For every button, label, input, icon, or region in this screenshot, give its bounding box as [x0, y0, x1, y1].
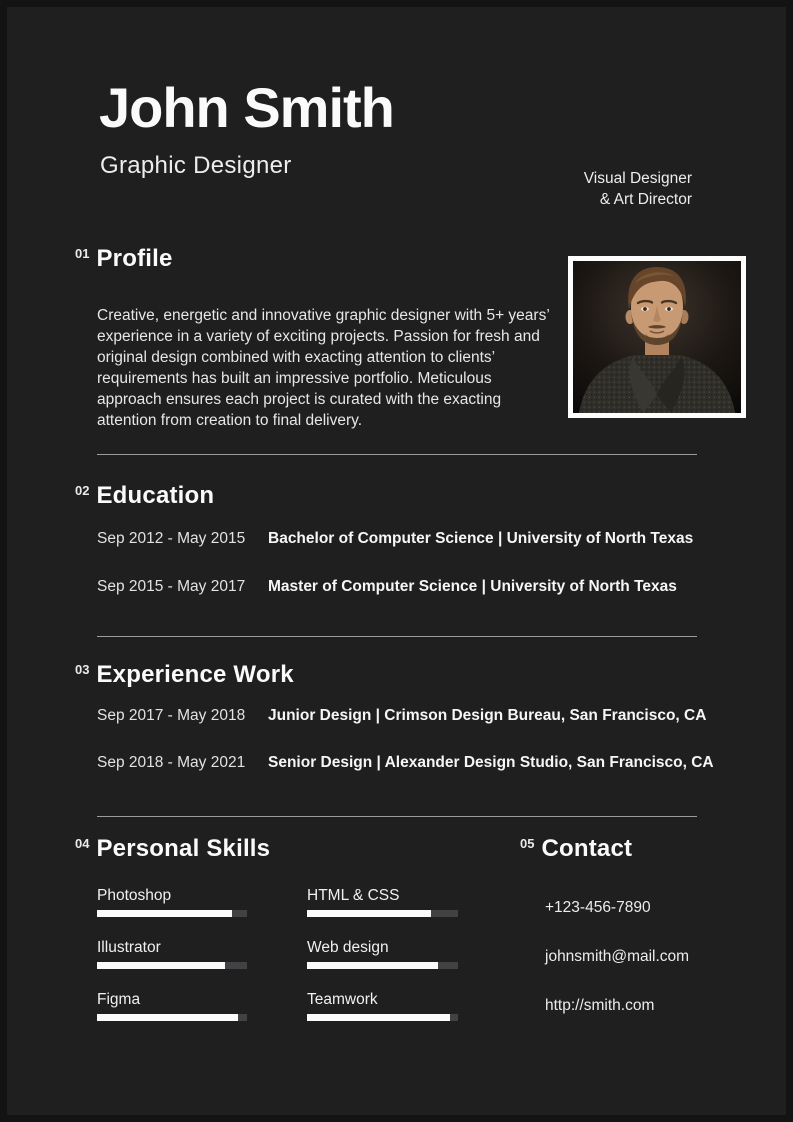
education-detail: Bachelor of Computer Science | University of North Texas [268, 530, 694, 547]
education-section-heading [75, 484, 214, 508]
skill-item-illustrator [97, 939, 247, 969]
skill-label: Figma [97, 991, 141, 1008]
education-entry [97, 530, 693, 548]
skill-item-web-design [307, 939, 458, 969]
education-dates: Sep 2015 - May 2017 [97, 578, 246, 595]
section-title-experience: Experience Work [96, 661, 294, 688]
skill-label: Teamwork [307, 991, 378, 1008]
skill-item-figma [97, 991, 247, 1021]
profile-section-heading [75, 247, 173, 271]
person-roles [584, 168, 692, 210]
contact-list [545, 899, 689, 1046]
section-number: 02 [75, 483, 90, 498]
skill-progress-fill [307, 1014, 450, 1021]
section-title-contact: Contact [541, 835, 633, 862]
education-dates: Sep 2012 - May 2015 [97, 530, 246, 547]
skill-label: Photoshop [97, 887, 172, 904]
section-number: 03 [75, 662, 90, 677]
person-job-title: Graphic Designer [100, 152, 292, 179]
skill-progress-fill [97, 910, 232, 917]
skill-item-photoshop [97, 887, 247, 917]
contact-email[interactable]: johnsmith@mail.com [545, 948, 690, 965]
contact-section-heading [520, 837, 632, 861]
skill-item-teamwork [307, 991, 458, 1021]
skill-progress-track [307, 1014, 458, 1021]
skill-label: HTML & CSS [307, 887, 400, 904]
skill-label: Web design [307, 939, 389, 956]
skill-progress-fill [97, 962, 225, 969]
section-number: 05 [520, 836, 535, 851]
section-number: 04 [75, 836, 90, 851]
skill-progress-track [97, 962, 247, 969]
experience-entry [97, 754, 714, 772]
experience-entry [97, 707, 706, 725]
experience-detail: Senior Design | Alexander Design Studio, San Francisco, CA [268, 754, 714, 771]
portrait-illustration [573, 261, 741, 413]
skill-progress-fill [307, 910, 431, 917]
section-title-skills: Personal Skills [96, 835, 271, 862]
skills-section-heading [75, 837, 270, 861]
section-title-profile: Profile [96, 245, 173, 272]
experience-dates: Sep 2018 - May 2021 [97, 754, 246, 771]
role-line-1: Visual Designer [583, 170, 692, 187]
person-name: John Smith [99, 76, 394, 139]
skill-item-html-css [307, 887, 458, 917]
education-detail: Master of Computer Science | University of North Texas [268, 578, 677, 595]
skill-progress-track [97, 1014, 247, 1021]
skill-progress-track [307, 910, 458, 917]
section-divider [97, 636, 697, 637]
skill-progress-track [307, 962, 458, 969]
skill-progress-fill [97, 1014, 238, 1021]
section-title-education: Education [96, 482, 215, 509]
contact-website[interactable]: http://smith.com [545, 997, 655, 1014]
section-number: 01 [75, 246, 90, 261]
section-divider [97, 816, 697, 817]
section-divider [97, 454, 697, 455]
education-entry [97, 578, 677, 596]
skill-progress-fill [307, 962, 438, 969]
profile-photo [568, 256, 746, 418]
skill-label: Illustrator [97, 939, 161, 956]
role-line-2: & Art Director [599, 191, 692, 208]
contact-phone[interactable]: +123-456-7890 [545, 899, 651, 916]
experience-dates: Sep 2017 - May 2018 [97, 707, 246, 724]
skills-grid [97, 887, 458, 1021]
skill-progress-track [97, 910, 247, 917]
experience-detail: Junior Design | Crimson Design Bureau, San Francisco, CA [268, 707, 707, 724]
profile-summary-text: Creative, energetic and innovative graphic designer with 5+ years’ experience in a variety of exciting projects. Passion for fresh and original design combined with exacting attention to clients’ requirements has built an impressive portfolio. Meticulous approach ensures each project is curated with the exacting attention from creation to final delivery. [97, 306, 550, 429]
experience-section-heading [75, 663, 294, 687]
